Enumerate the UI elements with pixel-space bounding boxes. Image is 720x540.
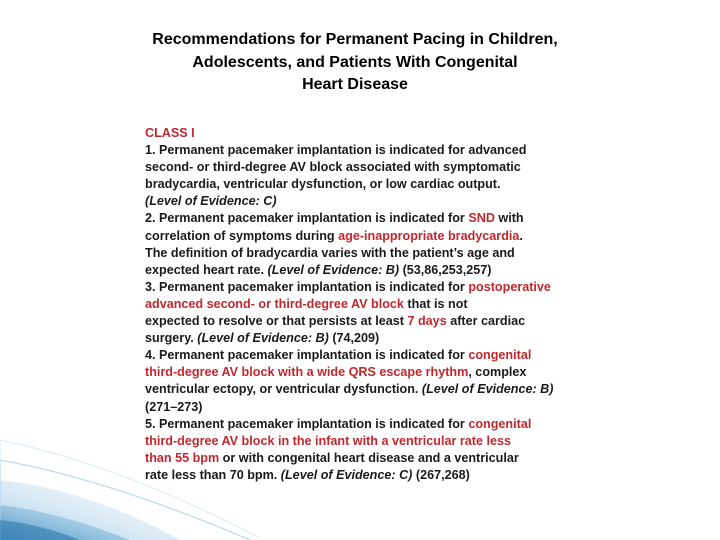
text-line — [145, 262, 615, 279]
text-segment: or with congenital heart disease and a ventricular — [219, 450, 519, 465]
text-segment: (Level of Evidence: B) — [421, 382, 554, 397]
corner-decoration — [0, 420, 260, 540]
text-segment: expected heart rate. — [145, 262, 268, 277]
text-segment: CLASS I — [145, 126, 195, 140]
text-segment: SND — [468, 211, 495, 226]
text-line — [145, 142, 615, 159]
text-segment: congenital — [468, 416, 532, 431]
text-segment: 2. Permanent pacemaker implantation is indicated for — [145, 211, 469, 226]
text-line — [145, 159, 615, 176]
text-line — [145, 330, 615, 347]
text-segment: (74,209) — [328, 331, 380, 346]
text-segment: second- or third-degree AV block associated with symptomatic — [145, 160, 521, 175]
title-line-2: Adolescents, and Patients With Congenital — [192, 53, 518, 71]
text-segment: 3. Permanent pacemaker implantation is indicated for — [145, 279, 469, 294]
text-line — [145, 381, 615, 398]
text-line — [145, 399, 615, 416]
text-segment: (Level of Evidence: C) — [280, 467, 413, 482]
text-segment: (Level of Evidence: B) — [197, 331, 329, 346]
text-segment: rate less than 70 bpm. — [145, 467, 281, 482]
text-segment: correlation of symptoms during — [145, 228, 339, 243]
text-line — [145, 125, 615, 142]
text-segment: (Level of Evidence: C) — [145, 194, 277, 209]
text-line — [145, 364, 615, 381]
text-segment: expected to resolve or that persists at least — [145, 314, 408, 329]
text-segment: with — [494, 211, 524, 226]
text-segment: 4. Permanent pacemaker implantation is indicated for — [145, 348, 469, 363]
text-segment: age-inappropriate bradycardia — [338, 228, 520, 243]
text-segment: than 55 bpm — [145, 450, 220, 465]
text-segment: 7 days — [407, 314, 447, 329]
text-line — [145, 279, 615, 296]
text-segment: (Level of Evidence: B) — [267, 262, 400, 277]
title-line-1: Recommendations for Permanent Pacing in Children, — [152, 31, 558, 48]
text-segment: advanced second- or third-degree AV block — [145, 296, 404, 311]
text-segment: , complex — [468, 365, 527, 380]
text-segment: 1. Permanent pacemaker implantation is indicated for advanced — [145, 143, 527, 158]
text-segment: 5. Permanent pacemaker implantation is indicated for — [145, 416, 469, 431]
text-segment: surgery. — [145, 331, 198, 346]
text-line — [145, 347, 615, 364]
text-line — [145, 210, 615, 227]
text-segment: (53,86,253,257) — [399, 262, 492, 277]
text-segment: third-degree AV block in the infant with a ventricular rate less — [145, 433, 511, 448]
text-segment: congenital — [468, 348, 532, 363]
text-segment: . — [519, 228, 523, 243]
text-segment: that is not — [403, 296, 468, 311]
slide-title — [110, 29, 600, 97]
title-line-3: Heart Disease — [302, 76, 408, 93]
text-segment: ventricular ectopy, or ventricular dysfunction. — [145, 382, 422, 397]
text-segment: (271–273) — [145, 399, 203, 414]
text-line — [145, 313, 615, 330]
text-line — [145, 296, 615, 313]
text-line — [145, 228, 615, 245]
text-line — [145, 176, 615, 193]
text-segment: after cardiac — [446, 314, 526, 329]
text-segment: third-degree AV block with a wide QRS escape rhythm — [145, 365, 469, 380]
text-segment: (267,268) — [412, 467, 470, 482]
text-segment: bradycardia, ventricular dysfunction, or low cardiac output. — [145, 177, 501, 192]
text-line — [145, 193, 615, 210]
text-segment: The definition of bradycardia varies with the patient’s age and — [145, 245, 515, 260]
text-segment: postoperative — [468, 279, 551, 294]
text-line — [145, 245, 615, 262]
